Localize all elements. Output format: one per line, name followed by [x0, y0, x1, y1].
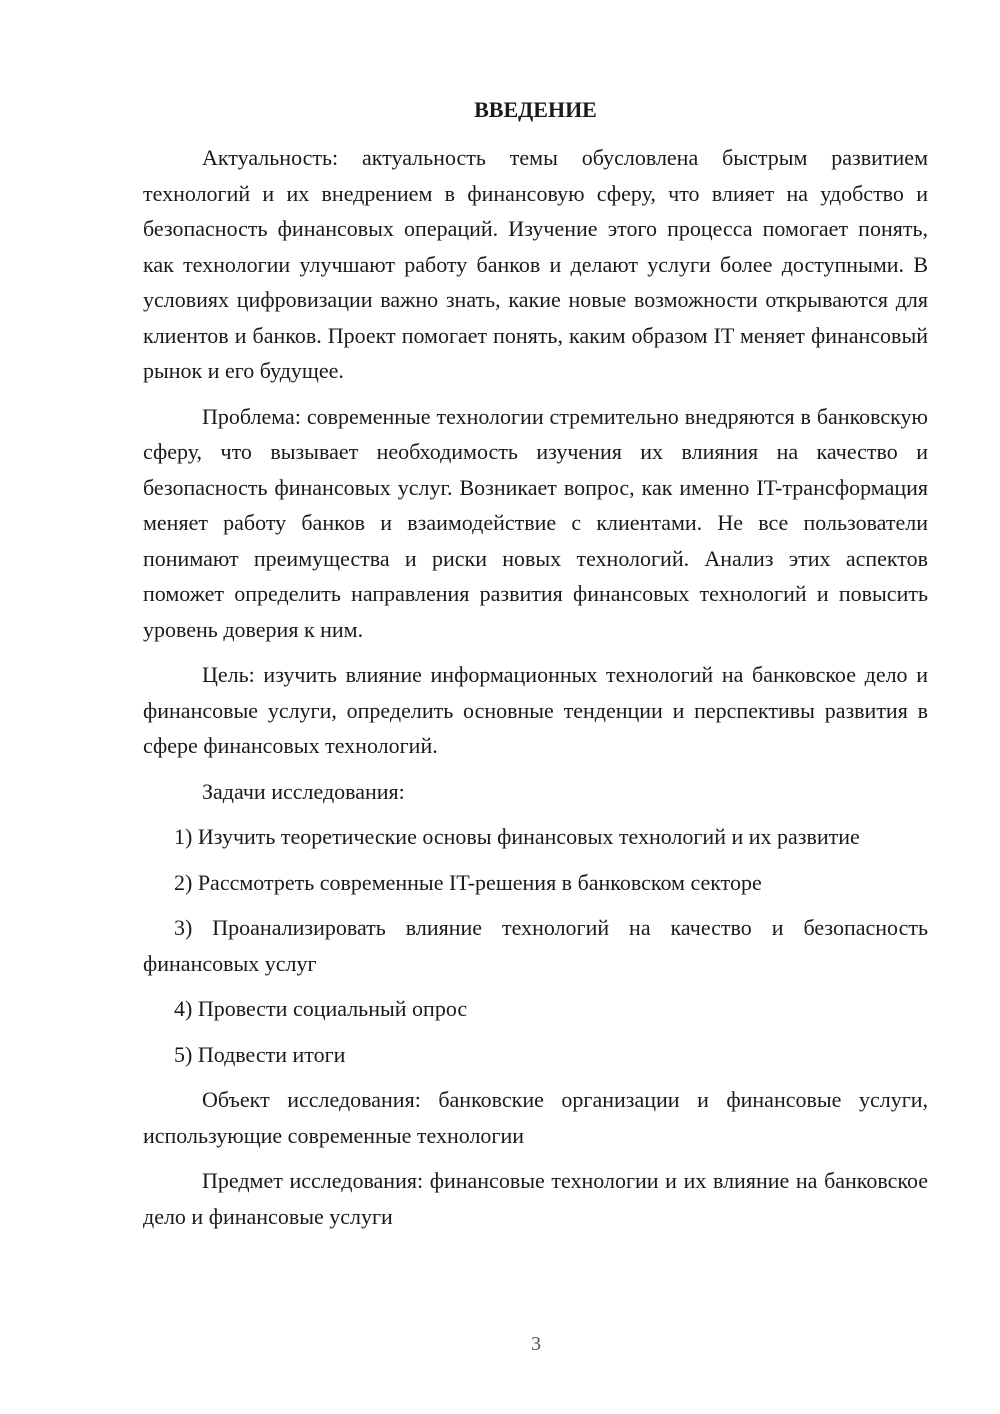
task-item-4: 4) Провести социальный опрос: [174, 996, 468, 1021]
tasks-heading: Задачи исследования:: [202, 778, 405, 804]
document-page: [143, 92, 928, 1244]
paragraph-subject: Предмет исследования: финансовые технологии и их влияние на банковское дело и финансовые услуги: [143, 1168, 928, 1229]
task-item-1: 1) Изучить теоретические основы финансовых технологий и их развитие: [174, 824, 860, 849]
task-item-2: 2) Рассмотреть современные IT-решения в банковском секторе: [174, 869, 762, 895]
page-title: ВВЕДЕНИЕ: [474, 97, 597, 122]
page-number: 3: [531, 1333, 541, 1355]
task-item-5: 5) Подвести итоги: [174, 1041, 346, 1067]
paragraph-problem: Проблема: современные технологии стремительно внедряются в банковскую сферу, что вызывает необходимость изучения их влияния на качество и безопасность финансовых услуг. Возникает вопрос, как именно IT-трансформация меняет работу банков и взаимодействие с клиентами. Не все пользователи понимают преимущества и риски новых технологий. Анализ этих аспектов поможет определить направления развития финансовых технологий и повысить уровень доверия к ним.: [143, 403, 928, 642]
paragraph-relevance: Актуальность: актуальность темы обусловлена быстрым развитием технологий и их внедрением в финансовую сферу, что влияет на удобство и безопасность финансовых операций. Изучение этого процесса помогает понять, как технологии улучшают работу банков и делают услуги более доступными. В условиях цифровизации важно знать, какие новые возможности открываются для клиентов и банков. Проект помогает понять, каким образом IT меняет финансовый рынок и его будущее.: [143, 145, 928, 383]
task-item-3: 3) Проанализировать влияние технологий на качество и безопасность финансовых услуг: [143, 915, 928, 976]
paragraph-goal: Цель: изучить влияние информационных технологий на банковское дело и финансовые услуги, определить основные тенденции и перспективы развития в сфере финансовых технологий.: [143, 662, 928, 758]
paragraph-object: Объект исследования: банковские организации и финансовые услуги, использующие современные технологии: [143, 1087, 928, 1148]
